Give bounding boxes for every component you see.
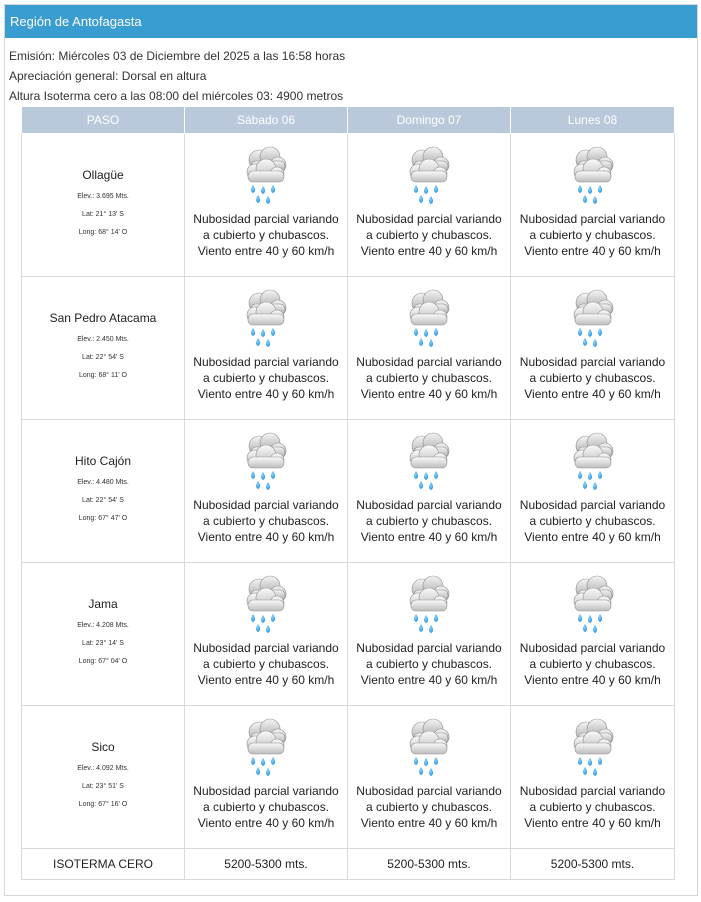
forecast-cell [348,277,511,420]
pass-elevation: Elev.: 4.480 Mts. [77,479,129,486]
cloud-rain-icon [402,574,456,638]
pass-elevation: Elev.: 4.092 Mts. [77,765,129,772]
pass-name: Sico [91,740,115,754]
pass-name: San Pedro Atacama [49,311,157,325]
pass-longitude: Long: 67° 04' O [78,658,128,665]
forecast-text: Nubosidad parcial variando a cubierto y chubascos. Viento entre 40 y 60 km/h [193,212,339,258]
pass-cell [22,706,185,849]
pass-cell [22,134,185,277]
cloud-rain-icon [239,717,293,781]
forecast-cell [511,277,675,420]
isotherm-value: 5200-5300 mts. [348,849,511,880]
table-row [22,134,675,277]
pass-elevation: Elev.: 2.450 Mts. [77,336,129,343]
table-header-row [22,107,675,134]
pass-longitude: Long: 67° 16' O [78,801,128,808]
bulletin-meta [5,46,697,106]
header-paso: PASO [22,107,185,134]
table-row [22,563,675,706]
cloud-rain-icon [239,145,293,209]
pass-elevation: Elev.: 3.695 Mts. [77,193,129,200]
general-appreciation-text: Apreciación general: Dorsal en altura [9,69,207,83]
forecast-text: Nubosidad parcial variando a cubierto y chubascos. Viento entre 40 y 60 km/h [356,212,502,258]
forecast-text: Nubosidad parcial variando a cubierto y chubascos. Viento entre 40 y 60 km/h [193,641,339,687]
cloud-rain-icon [566,145,620,209]
cloud-rain-icon [402,431,456,495]
forecast-text: Nubosidad parcial variando a cubierto y chubascos. Viento entre 40 y 60 km/h [356,784,502,830]
pass-latitude: Lat: 23° 51' S [82,783,124,790]
pass-cell [22,277,185,420]
forecast-text: Nubosidad parcial variando a cubierto y chubascos. Viento entre 40 y 60 km/h [519,784,666,830]
pass-cell [22,420,185,563]
pass-longitude: Long: 68° 11' O [79,372,127,379]
forecast-cell [185,134,348,277]
cloud-rain-icon [566,288,620,352]
forecast-cell [185,706,348,849]
header-day-1: Sábado 06 [185,107,348,134]
cloud-rain-icon [239,288,293,352]
header-day-2: Domingo 07 [348,107,511,134]
forecast-text: Nubosidad parcial variando a cubierto y chubascos. Viento entre 40 y 60 km/h [356,498,502,544]
forecast-cell [348,420,511,563]
pass-latitude: Lat: 23° 14' S [82,640,124,647]
forecast-cell [348,706,511,849]
cloud-rain-icon [239,431,293,495]
forecast-text: Nubosidad parcial variando a cubierto y chubascos. Viento entre 40 y 60 km/h [193,498,339,544]
forecast-text: Nubosidad parcial variando a cubierto y chubascos. Viento entre 40 y 60 km/h [519,355,666,401]
forecast-cell [511,420,675,563]
forecast-text: Nubosidad parcial variando a cubierto y chubascos. Viento entre 40 y 60 km/h [519,498,666,544]
forecast-text: Nubosidad parcial variando a cubierto y chubascos. Viento entre 40 y 60 km/h [519,212,666,258]
pass-name: Jama [88,597,118,611]
forecast-table [21,106,675,880]
pass-latitude: Lat: 22° 54' S [82,497,124,504]
pass-latitude: Lat: 22° 54' S [82,354,124,361]
table-row [22,706,675,849]
cloud-rain-icon [402,717,456,781]
forecast-cell [348,134,511,277]
pass-latitude: Lat: 21° 13' S [82,211,124,218]
header-day-3: Lunes 08 [511,107,675,134]
pass-cell [22,563,185,706]
pass-name: Ollagüe [82,168,124,182]
forecast-text: Nubosidad parcial variando a cubierto y chubascos. Viento entre 40 y 60 km/h [193,355,339,401]
region-title: Región de Antofagasta [5,5,697,38]
pass-longitude: Long: 67° 47' O [78,515,128,522]
forecast-text: Nubosidad parcial variando a cubierto y chubascos. Viento entre 40 y 60 km/h [356,355,502,401]
forecast-cell [511,134,675,277]
pass-name: Hito Cajón [74,454,132,468]
isotherm-row [22,849,675,880]
isotherm-value: 5200-5300 mts. [185,849,348,880]
forecast-cell [511,706,675,849]
pass-longitude: Long: 68° 14' O [78,229,128,236]
isotherm-value: 5200-5300 mts. [511,849,675,880]
table-row [22,277,675,420]
emission-text: Emisión: Miércoles 03 de Diciembre del 2025 a las 16:58 horas [9,49,346,63]
forecast-text: Nubosidad parcial variando a cubierto y chubascos. Viento entre 40 y 60 km/h [193,784,339,830]
table-row [22,420,675,563]
isotherm-label: ISOTERMA CERO [22,849,185,880]
forecast-text: Nubosidad parcial variando a cubierto y chubascos. Viento entre 40 y 60 km/h [356,641,502,687]
pass-elevation: Elev.: 4.208 Mts. [77,622,129,629]
forecast-cell [185,277,348,420]
cloud-rain-icon [566,717,620,781]
forecast-cell [348,563,511,706]
cloud-rain-icon [239,574,293,638]
forecast-text: Nubosidad parcial variando a cubierto y chubascos. Viento entre 40 y 60 km/h [519,641,666,687]
cloud-rain-icon [566,431,620,495]
isotherm-text: Altura Isoterma cero a las 08:00 del miércoles 03: 4900 metros [9,89,344,103]
forecast-cell [185,420,348,563]
forecast-cell [511,563,675,706]
cloud-rain-icon [402,288,456,352]
forecast-cell [185,563,348,706]
cloud-rain-icon [566,574,620,638]
cloud-rain-icon [402,145,456,209]
